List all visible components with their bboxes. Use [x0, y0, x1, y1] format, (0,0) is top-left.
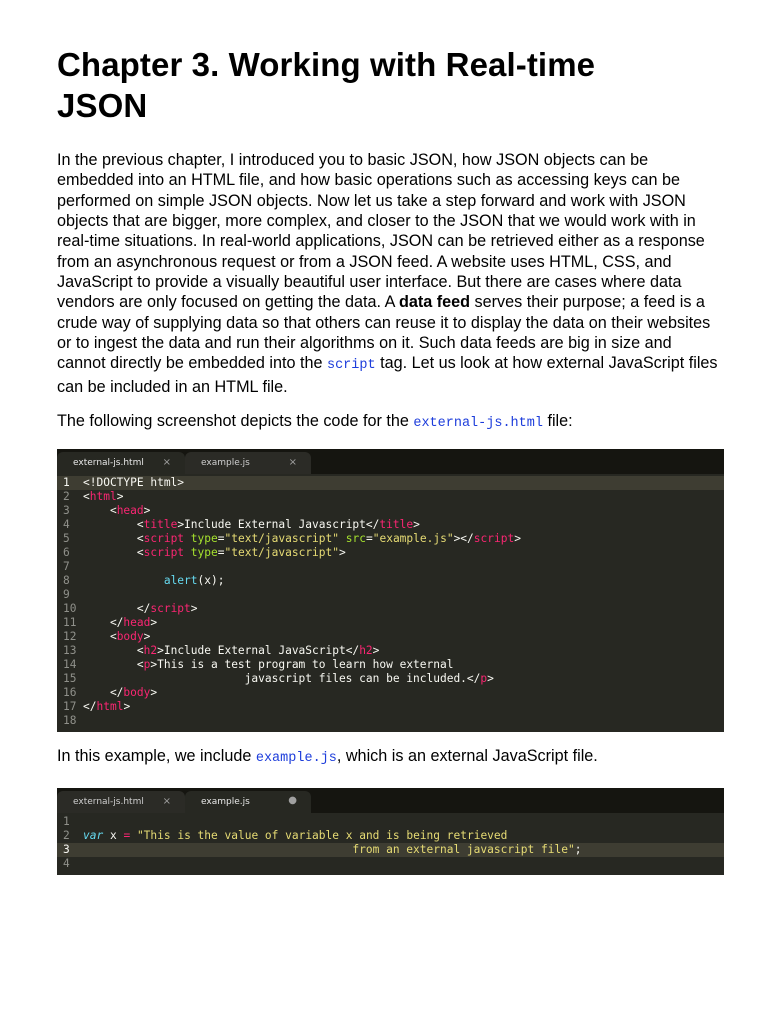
code-line: 9	[63, 588, 70, 602]
close-icon[interactable]: ×	[162, 457, 171, 469]
close-icon[interactable]: ×	[162, 795, 171, 807]
chapter-title: Chapter 3. Working with Real-time JSON	[57, 46, 596, 124]
code-line: 11 </head>	[63, 616, 158, 630]
code-line: 16 </body>	[63, 686, 158, 700]
code-line: 8 alert(x);	[63, 574, 225, 588]
tab-external-js-html[interactable]: external-js.html ×	[57, 791, 185, 813]
tab-external-js-html[interactable]: external-js.html ×	[57, 452, 185, 474]
tab-example-js[interactable]: example.js ×	[185, 452, 311, 474]
code-line: 2 <html>	[63, 490, 124, 504]
code-editor-screenshot-html	[57, 449, 724, 732]
code-line: 18	[63, 714, 77, 728]
code-line: 12 <body>	[63, 630, 151, 644]
code-area	[57, 813, 724, 875]
code-line: 4	[63, 856, 70, 870]
code-editor-screenshot-js	[57, 788, 724, 875]
inline-code-example-js: example.js	[255, 751, 337, 767]
editor-tab-bar	[57, 788, 724, 813]
intro-paragraph: In the previous chapter, I introduced you to basic JSON, how JSON objects can be embedded into an HTML file, and how basic operations such as accessing keys can be performed on simple JSON objects. Now let us take a step forward and work with JSON objects that are bigger, more complex, and closer to the JSON that we would work with in real-time situations. In real-world applications, JSON can be retrieved either as a response from an asynchronous request or from a JSON feed. A website uses HTML, CSS, and JavaScript to provide a visually beautiful user interface. But there are cases where data vendors are only focused on getting the data. A data feed serves their purpose; a feed is a crude way of supplying data so that others can reuse it to display the data on their websites or to ingest the data and run their algorithms on it. Such data feeds are big in size and cannot directly be embedded into the script tag. Let us look at how external JavaScript files can be included in an HTML file.	[57, 151, 718, 396]
tab-example-js[interactable]: example.js ●	[185, 791, 311, 813]
code-line: 6 <script type="text/javascript">	[63, 546, 346, 560]
code-line: 14 <p>This is a test program to learn how external	[63, 658, 454, 672]
inline-code-script: script	[326, 358, 376, 374]
code-line: 1	[63, 814, 70, 828]
code-line: 3 from an external javascript file";	[57, 843, 724, 857]
unsaved-dot-icon: ●	[288, 794, 297, 806]
document-page	[57, 44, 724, 875]
close-icon[interactable]: ×	[288, 457, 297, 469]
code-line: 1 <!DOCTYPE html>	[57, 476, 724, 490]
code-line: 13 <h2>Include External JavaScript</h2>	[63, 644, 380, 658]
code-line: 4 <title>Include External Javascript</title>	[63, 518, 420, 532]
code-line: 5 <script type="text/javascript" src="example.js"></script>	[63, 532, 521, 546]
code-line: 10 </script>	[63, 602, 198, 616]
code-line: 2 var x = "This is the value of variable x and is being retrieved	[63, 828, 508, 842]
inline-code-filename: external-js.html	[413, 416, 543, 432]
bold-term: data feed	[398, 293, 471, 312]
screenshot-intro-paragraph: The following screenshot depicts the code for the external-js.html file:	[57, 412, 573, 432]
code-line: 17 </html>	[63, 700, 131, 714]
editor-tab-bar	[57, 449, 724, 474]
code-line: 15 javascript files can be included.</p>	[63, 672, 494, 686]
code-area	[57, 474, 724, 732]
code-line: 3 <head>	[63, 504, 151, 518]
example-intro-paragraph: In this example, we include example.js, which is an external JavaScript file.	[57, 747, 598, 767]
code-line: 7	[63, 560, 70, 574]
